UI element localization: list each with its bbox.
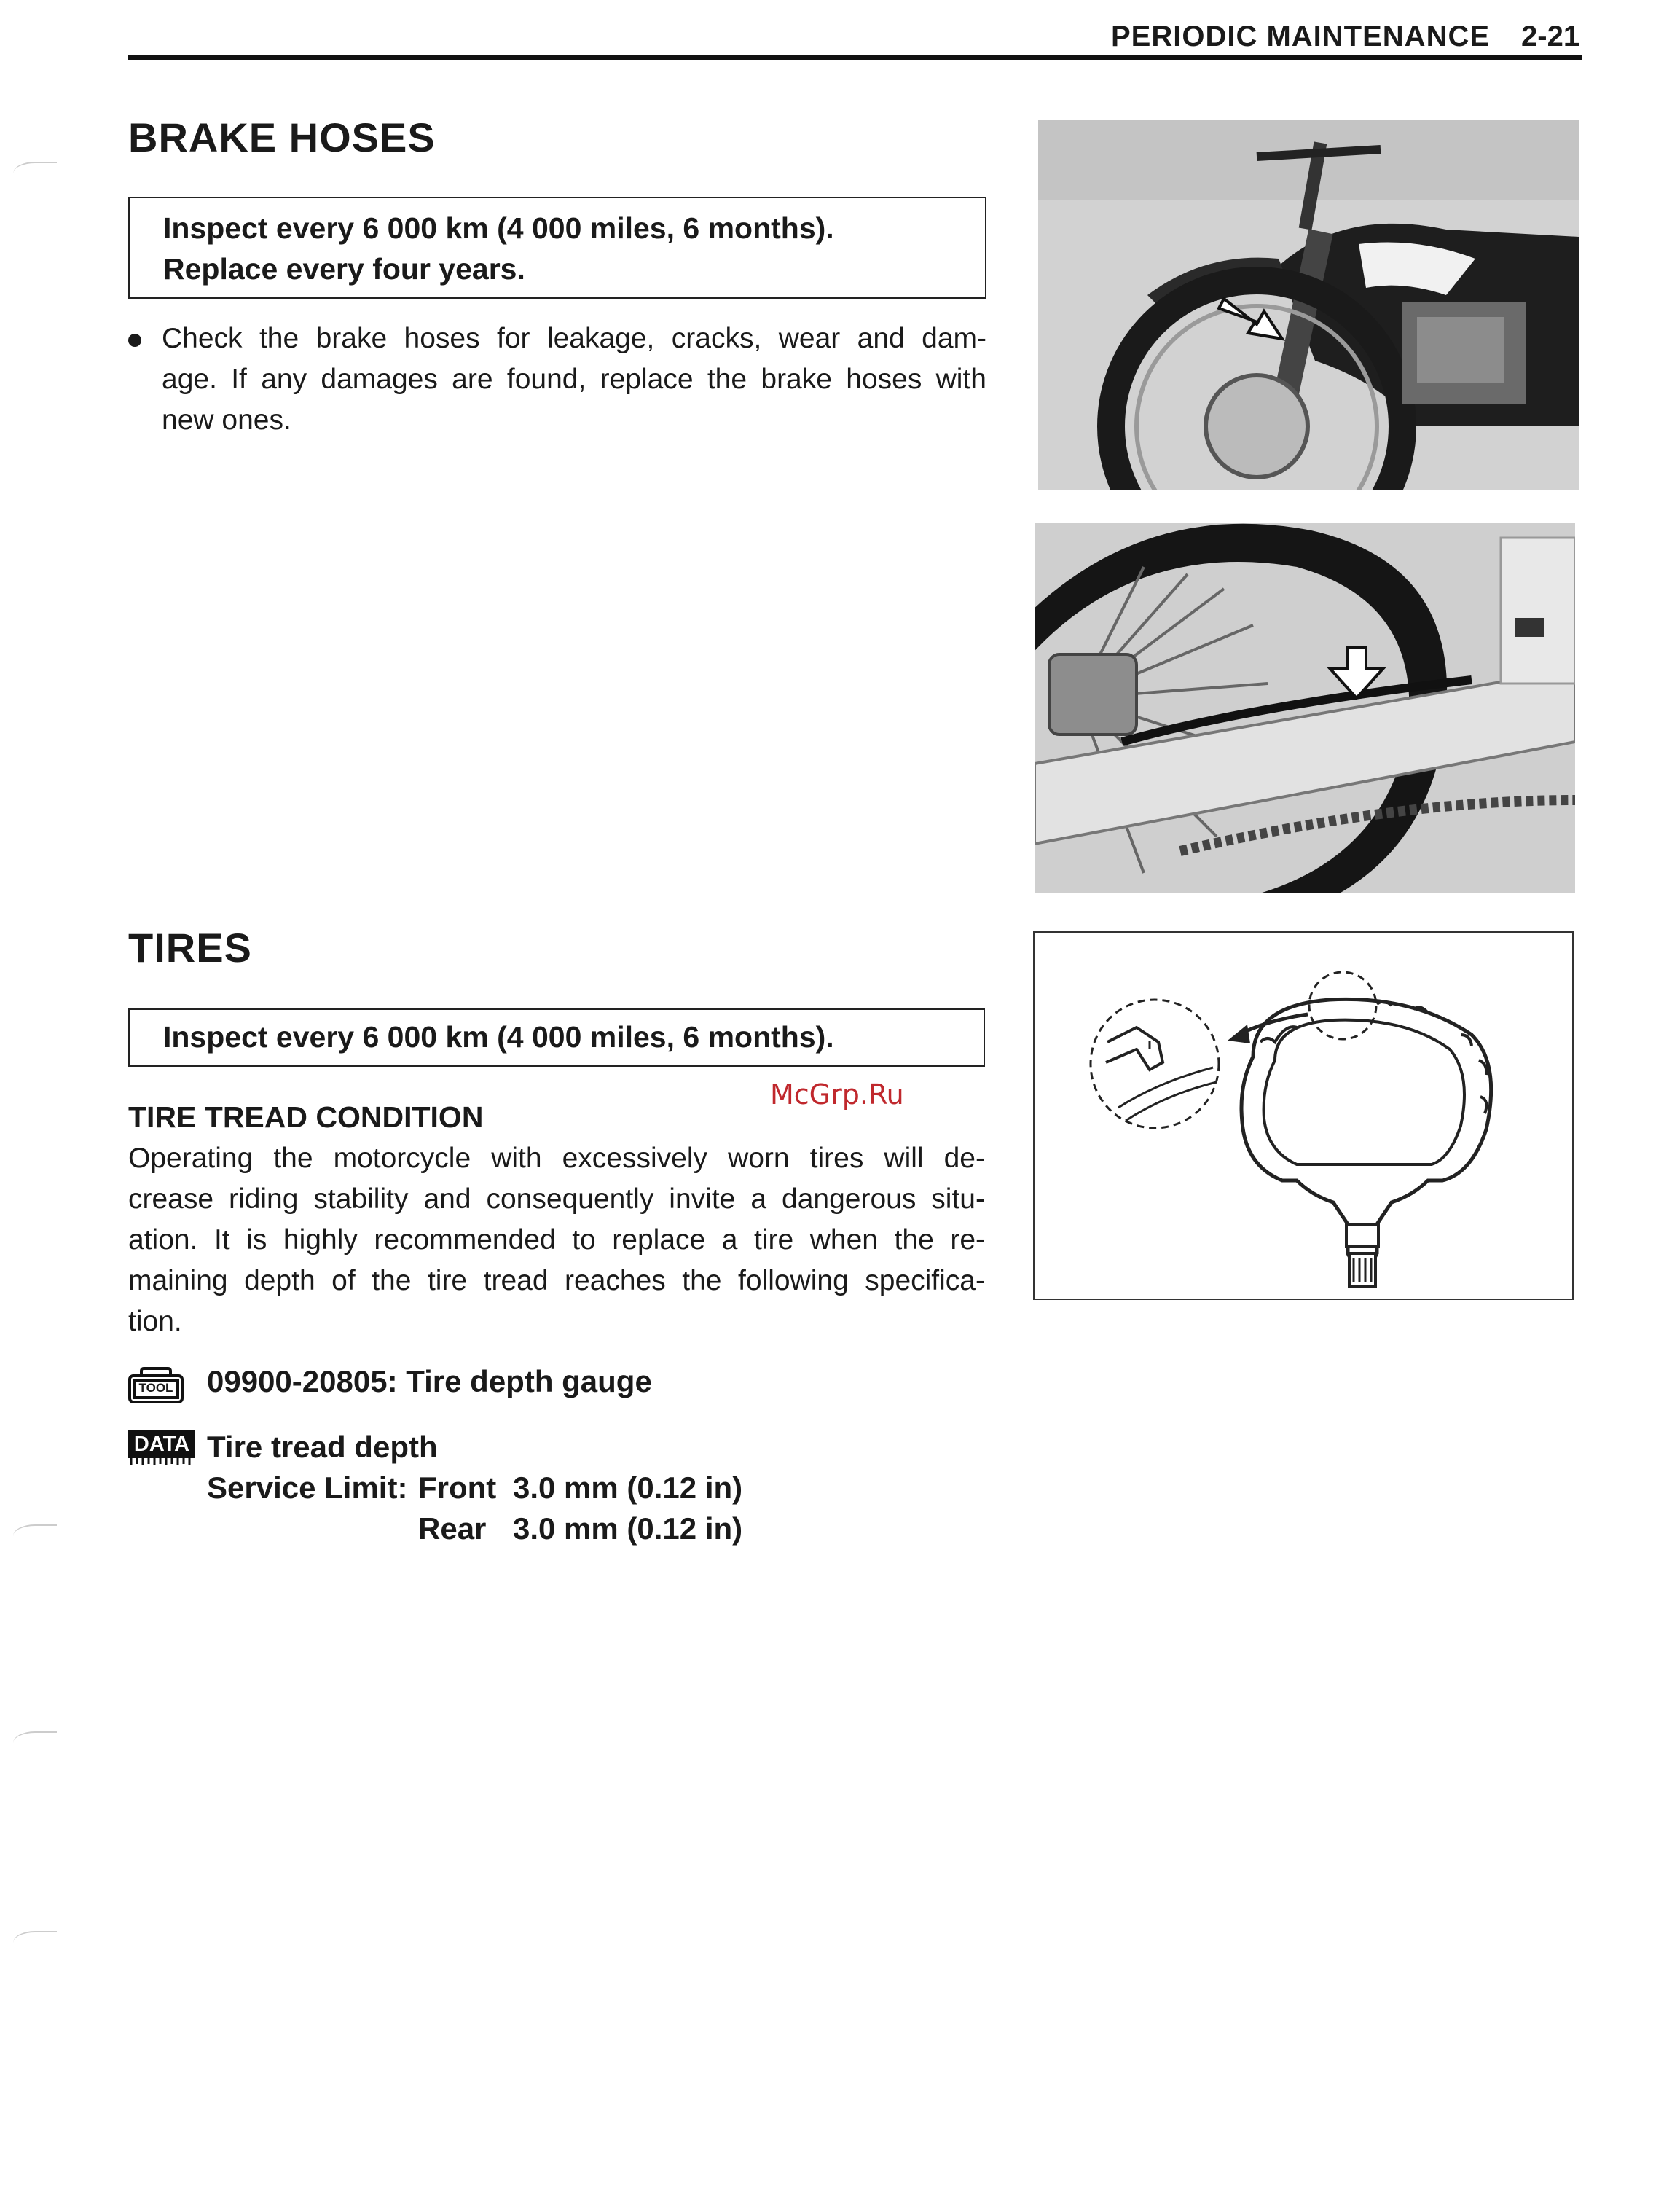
tire-tread-paragraph [128,1138,985,1342]
tool-badge-icon [128,1367,184,1403]
scan-mark [13,162,57,185]
bullet-line: Check the brake hoses for leakage, cracks, wear and dam- [162,323,986,354]
tires-interval-line: Inspect every 6 000 km (4 000 miles, 6 months). [163,1020,834,1054]
rear-brake-hose-illustration [1035,523,1575,893]
rear-label: Rear [418,1511,487,1546]
paragraph-line: ation. It is highly recommended to replace a tire when the re- [128,1224,985,1256]
paragraph-line: Operating the motorcycle with excessively worn tires will de- [128,1143,985,1174]
data-badge-icon [128,1430,195,1467]
paragraph-line: tion. [128,1306,182,1337]
scan-mark [13,1524,57,1548]
tool-text: 09900-20805: Tire depth gauge [207,1364,652,1398]
brake-hoses-bullet-text [162,318,986,441]
scan-mark [13,1931,57,1954]
spec-title: Tire tread depth [207,1430,438,1464]
tire-cross-section-diagram [1035,933,1572,1299]
front-value: 3.0 mm (0.12 in) [513,1470,743,1505]
rear-value: 3.0 mm (0.12 in) [513,1511,743,1546]
watermark-text: McGrp.Ru [770,1078,904,1111]
tool-badge-label: TOOL [138,1381,173,1395]
bullet-dot [128,334,141,347]
paragraph-line: crease riding stability and consequently invite a dangerous situ- [128,1183,985,1215]
bullet-line: age. If any damages are found, replace the brake hoses with [162,364,986,395]
header-rule [128,55,1582,60]
data-badge-label: DATA [133,1433,190,1456]
bullet-line: new ones. [162,404,291,436]
front-label: Front [418,1470,497,1505]
tires-interval-box [128,1008,985,1067]
tires-heading: TIRES [128,925,252,971]
tire-tread-diagram [1033,931,1574,1300]
brake-hoses-interval-box [128,197,986,299]
page-number: 2-21 [1521,20,1580,52]
header-section-title: PERIODIC MAINTENANCE [1111,20,1491,52]
brake-hoses-interval-line1: Inspect every 6 000 km (4 000 miles, 6 months). [163,211,834,245]
service-limit-label: Service Limit: [207,1470,408,1505]
tire-tread-condition-heading: TIRE TREAD CONDITION [128,1100,484,1134]
rear-brake-hose-photo [1035,523,1575,893]
scan-mark [13,1731,57,1755]
brake-hoses-interval-line2: Replace every four years. [163,252,525,286]
front-brake-hose-illustration [1038,120,1579,490]
front-brake-hose-photo [1038,120,1579,490]
paragraph-line: maining depth of the tire tread reaches the following specifica- [128,1265,985,1296]
brake-hoses-heading: BRAKE HOSES [128,114,436,160]
